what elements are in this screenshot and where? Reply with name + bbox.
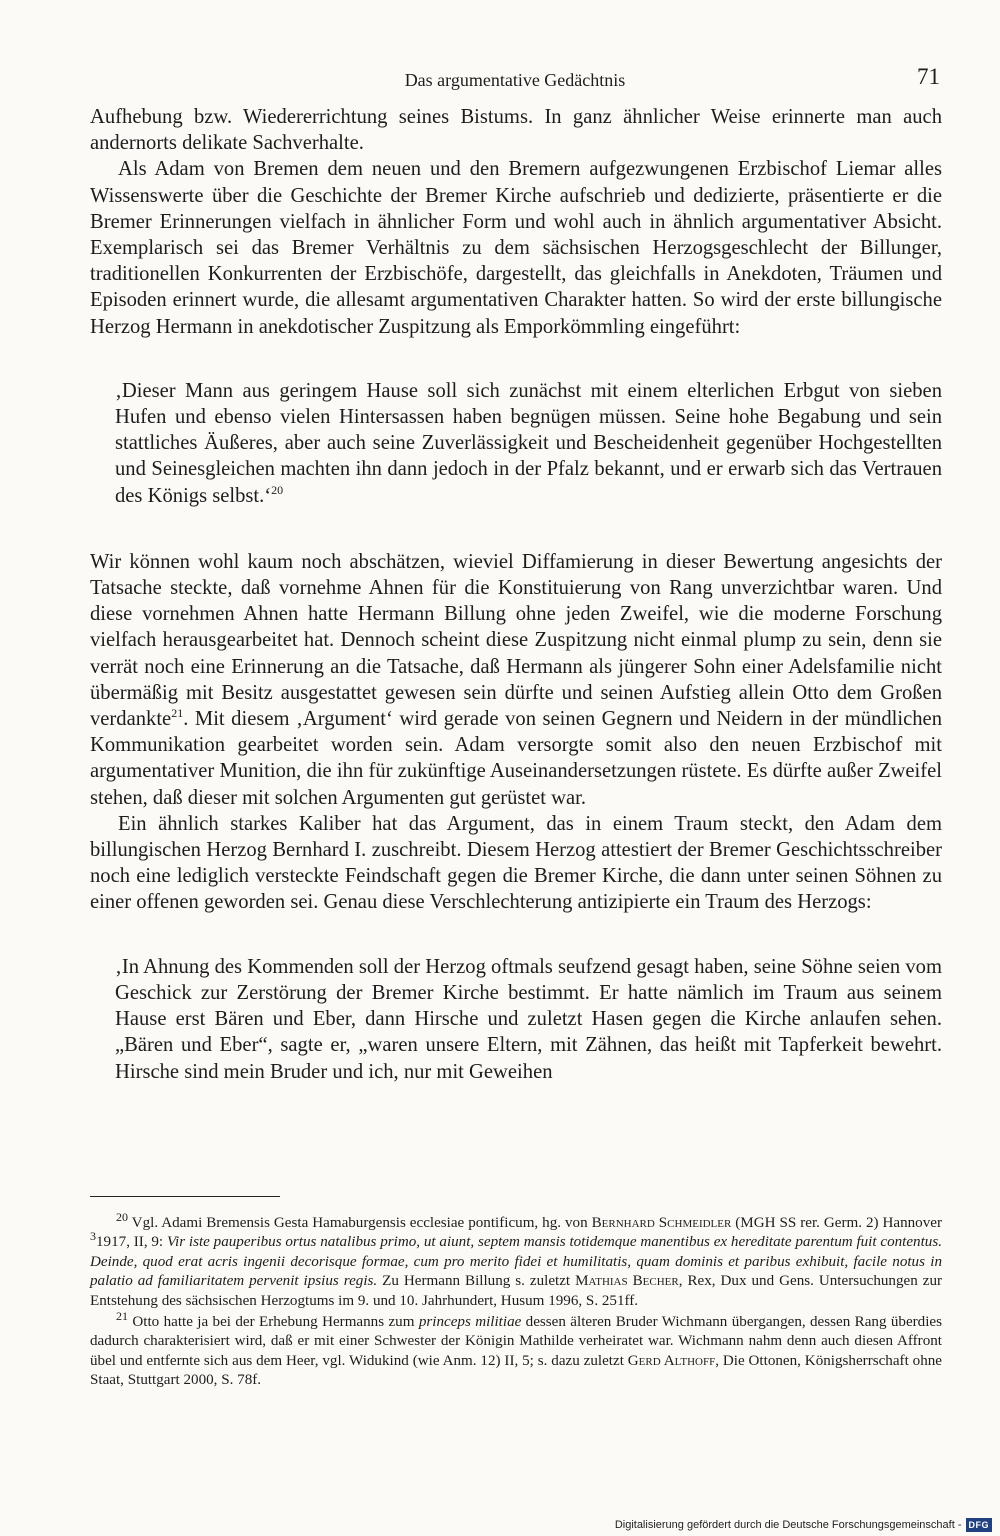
footnote-21-latin-term: princeps militiae — [418, 1314, 522, 1331]
paragraph-3-part-b: . Mit diesem ‚Argument‘ wird gerade von seinen Gegnern und Neidern in der mündlichen Kommunikation gearbeitet worden sein. Adam versorgte somit also den neuen Erzbischof mit argumentativer Munition, die ihn für zukünftige Auseinandersetzungen rüstete. Es dürfte außer Zweifel stehen, daß dieser mit solchen Argumenten gut gerüstet war. — [90, 708, 942, 809]
footnote-20-text-2: (MGH SS rer. Germ. 2) Hannover — [731, 1215, 942, 1231]
paragraph-4: Ein ähnlich starkes Kaliber hat das Argument, das in einem Traum steckt, den Adam dem billungischen Herzog Bernhard I. zuschreibt. Diesem Herzog attestiert der Bremer Geschichtsschreiber noch eine lediglich versteckte Feindschaft gegen die Bremer Kirche, die dann unter seinen Söhnen zu einer offenen geworden sei. Genau diese Verschlechterung antizipierte ein Traum des Herzogs: — [90, 812, 942, 914]
footnote-21-text-1: Otto hatte ja bei der Erhebung Hermanns zum — [128, 1314, 419, 1331]
footnote-21-mark: 21 — [116, 1309, 128, 1323]
quote-2-text: ‚In Ahnung des Kommenden soll der Herzog oftmals seufzend gesagt haben, seine Söhne seien vom Geschick zur Zerstörung der Bremer Kirche bestimmt. Er hatte nämlich im Traum aus seinem Hause erst Bären und Eber, dann Hirsche und zuletzt Hasen gegen die Kirche anlaufen sehen. „Bären und Eber“, sagte er, „waren unsere Eltern, mit Zähnen, das heißt mit Tapferkeit bewehrt. Hirsche sind mein Bruder und ich, nur mit Geweihen — [115, 955, 942, 1083]
dfg-logo: DFG — [966, 1518, 993, 1532]
footnote-rule — [90, 1196, 280, 1197]
footnote-20-text-1: Vgl. Adami Bremensis Gesta Hamaburgensis ecclesiae pontificum, hg. von — [128, 1215, 592, 1231]
paragraph-3 — [90, 549, 942, 811]
quote-1-text: ‚Dieser Mann aus geringem Hause soll sich zunächst mit einem elterlichen Erbgut von sieben Hufen und ebenso vielen Hintersassen haben begnügen müssen. Seine hohe Begabung und sein stattliches Äußeres, aber auch seine Zuverlässigkeit und Bescheidenheit gegenüber Hochgestellten und Seinesgleichen machten ihn dann jedoch in der Pfalz bekannt, und er erwarb sich das Vertrauen des Königs selbst.‘ — [115, 379, 942, 507]
block-quote-2 — [90, 954, 942, 1085]
footer-credit-text: Digitalisierung gefördert durch die Deutsche Forschungsgemeinschaft - — [614, 1519, 962, 1531]
footnote-20-editor: Bernhard Schmeidler — [591, 1215, 732, 1231]
footnote-20 — [90, 1209, 943, 1311]
footnote-20-edition: 3 — [90, 1229, 96, 1244]
footnote-21 — [90, 1309, 942, 1391]
paragraph-2: Als Adam von Bremen dem neuen und den Bremern aufgezwungenen Erzbischof Liemar alles Wissenswerte über die Geschichte der Bremer Kirche aufschrieb und dedizierte, präsentierte er die Bremer Erinnerungen vielfach in ähnlicher Form und wohl auch in ähnlich argumentativer Absicht. Exemplarisch sei das Bremer Verhältnis zu dem sächsischen Herzogsgeschlecht der Billunger, traditionellen Konkurrenten der Erzbischöfe, dargestellt, das gleichfalls in Anekdoten, Träumen und Episoden erinnert wurde, die allesamt argumentativen Charakter hatten. So wird der erste billungische Herzog Hermann in anekdotischer Zuspitzung als Emporkömmling eingeführt: — [90, 158, 942, 338]
page-header — [90, 62, 940, 92]
footnotes — [90, 1209, 943, 1391]
paragraph-3-part-a: Wir können wohl kaum noch abschätzen, wieviel Diffamierung in dieser Bewertung angesichts der Tatsache steckte, daß vornehme Ahnen für die Konstituierung von Rang unverzichtbar waren. Und diese vornehmen Ahnen hatte Hermann Billung ohne jeden Zweifel, wie die moderne Forschung vielfach herausgearbeitet hat. Dennoch scheint diese Zuspitzung nicht einmal plump zu sein, denn sie verrät noch eine Erinnerung an die Tatsache, daß Hermann als jüngerer Sohn einer Adelsfamilie nicht übermäßig mit Besitz ausgestattet gewesen sein dürfte und seinen Aufstieg allein Otto dem Großen verdankte — [90, 550, 942, 731]
footnote-20-mark: 20 — [116, 1209, 128, 1224]
running-title: Das argumentative Gedächtnis — [404, 70, 626, 90]
footnote-ref-20[interactable]: 20 — [271, 482, 284, 497]
page-number: 71 — [917, 64, 940, 89]
footnote-20-author: Mathias Becher — [575, 1273, 679, 1290]
footnote-ref-21[interactable]: 21 — [171, 706, 184, 721]
main-text — [90, 104, 942, 1085]
paragraph-1: Aufhebung bzw. Wiedererrichtung seines Bistums. In ganz ähnlicher Weise erinnerte man auch andernorts delikate Sachverhalte. — [90, 106, 942, 155]
footnote-21-author: Gerd Althoff — [627, 1352, 716, 1369]
footnote-21-text-3: , Die Ottonen, Königsherrschaft ohne Staat, Stuttgart 2000, S. 78f. — [90, 1352, 942, 1389]
footnote-21-text-2: dessen älteren Bruder Wichmann übergangen, dessen Rang überdies dadurch charakterisiert wird, daß er mit einer Schwester der Königin Mathilde verheiratet war. Wichmann nahm denn auch diesen Affront übel und entfernte sich aus dem Heer, vgl. Widukind (wie Anm. 12) II, 5; s. dazu zuletzt — [90, 1314, 942, 1369]
footnote-20-text-3: 1917, II, 9: — [96, 1234, 167, 1251]
footnote-20-text-4: Zu Hermann Billung s. zuletzt — [377, 1273, 576, 1290]
footnote-20-latin-quote: Vir iste pauperibus ortus natalibus primo, ut aiunt, septem mansis totidemque manentibus ex hereditate parentum fuit contentus. Deinde, quod erat acris ingenii decorisque formae, cum pro merito fidei et humilitatis, quam dominis et paribus exhibuit, facile notus in palatio ad familiaritatem pervenit ipsius regis. — [90, 1234, 942, 1290]
block-quote-1 — [90, 378, 942, 509]
footer-credit — [615, 1516, 992, 1534]
footnote-20-text-5: , Rex, Dux und Gens. Untersuchungen zur Entstehung des sächsischen Herzogtums im 9. und 10. Jahrhundert, Husum 1996, S. 251ff. — [90, 1273, 943, 1309]
